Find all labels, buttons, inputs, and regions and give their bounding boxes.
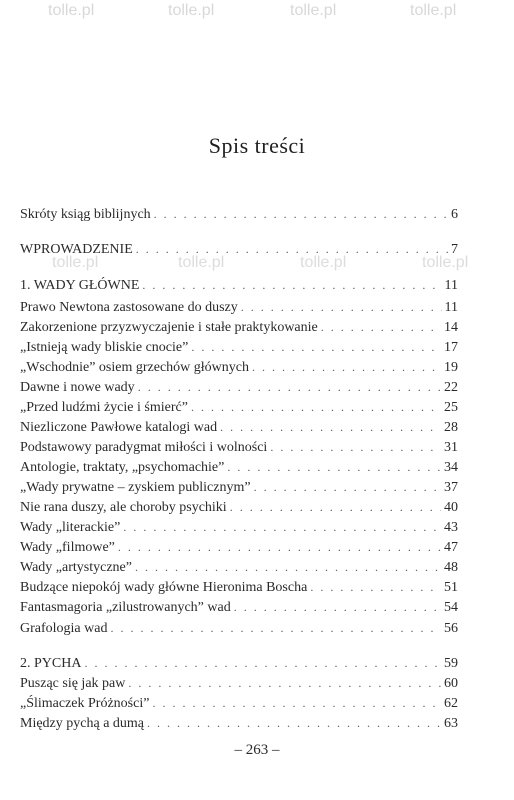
toc-entry-page: 28 — [444, 420, 458, 435]
toc-entry-title: „Przed ludźmi życie i śmierć” — [20, 400, 188, 415]
toc-entry-page: 34 — [444, 460, 458, 475]
toc-entry — [20, 318, 458, 336]
toc-leader — [321, 318, 441, 336]
toc-entry-title: „Ślimaczek Próżności” — [20, 696, 150, 711]
toc-entry-page: 54 — [444, 600, 458, 615]
toc-entry-page: 48 — [444, 560, 458, 575]
toc-entry — [20, 694, 458, 712]
toc-entry — [20, 338, 458, 356]
watermark-text: tolle.pl — [168, 2, 215, 19]
toc-entry-page: 59 — [444, 656, 458, 671]
toc-entry-title: WPROWADZENIE — [20, 242, 133, 257]
page-title: Spis treści — [208, 133, 306, 158]
toc-entry — [20, 418, 458, 436]
toc-leader — [227, 458, 441, 476]
watermark-text: tolle.pl — [178, 254, 225, 271]
toc-entry — [20, 518, 458, 536]
toc-entry-page: 6 — [451, 207, 458, 222]
toc-entry-page: 60 — [444, 676, 458, 691]
toc-leader — [191, 338, 441, 356]
watermark-text: tolle.pl — [410, 2, 457, 19]
watermark-text: tolle.pl — [48, 2, 95, 19]
toc-entry-page: 63 — [444, 716, 458, 731]
toc-entry-title: Nie rana duszy, ale choroby psychiki — [20, 500, 227, 515]
watermark-text: tolle.pl — [422, 254, 469, 271]
toc-entry-page: 31 — [444, 440, 458, 455]
toc-entry — [20, 398, 458, 416]
toc-leader — [147, 714, 441, 732]
toc-leader — [142, 276, 441, 294]
toc-entry-title: Wady „filmowe” — [20, 540, 115, 555]
toc-entry-page: 11 — [444, 300, 458, 315]
watermark-text: tolle.pl — [300, 254, 347, 271]
page-number: – 263 – — [234, 742, 280, 758]
toc-entry-title: Prawo Newtona zastosowane do duszy — [20, 300, 238, 315]
toc-entry-page: 7 — [451, 242, 458, 257]
toc-entry-title: 2. PYCHA — [20, 656, 82, 671]
toc-entry — [20, 558, 458, 576]
watermark-text: tolle.pl — [52, 254, 99, 271]
toc-entry-page: 43 — [444, 520, 458, 535]
toc-entry — [20, 654, 458, 672]
toc-entry-title: Skróty ksiąg biblijnych — [20, 207, 151, 222]
toc-entry — [20, 438, 458, 456]
toc-leader — [123, 518, 441, 536]
toc-leader — [310, 578, 441, 596]
toc-entry — [20, 674, 458, 692]
toc-entry — [20, 240, 458, 258]
toc-leader — [118, 538, 441, 556]
toc-entry-title: Zakorzenione przyzwyczajenie i stałe praktykowanie — [20, 320, 318, 335]
toc-leader — [136, 240, 448, 258]
toc-leader — [154, 205, 448, 223]
toc-entry — [20, 498, 458, 516]
toc-entry-page: 37 — [444, 480, 458, 495]
toc-leader — [241, 298, 442, 316]
toc-entry-title: Między pychą a dumą — [20, 716, 145, 731]
toc-entry-page: 56 — [444, 621, 458, 636]
toc-entry-title: Wady „literackie” — [20, 520, 121, 535]
toc-entry — [20, 205, 458, 223]
toc-entry-page: 11 — [444, 278, 458, 293]
toc-entry-title: Podstawowy paradygmat miłości i wolności — [20, 440, 268, 455]
toc-entry-title: Antologie, traktaty, „psychomachie” — [20, 460, 225, 475]
toc-entry-page: 47 — [444, 540, 458, 555]
toc-leader — [128, 674, 441, 692]
watermark-top — [0, 0, 514, 28]
toc-entry-title: „Wady prywatne – zyskiem publicznym” — [20, 480, 251, 495]
toc-leader — [110, 619, 441, 637]
watermark-text: tolle.pl — [290, 2, 337, 19]
toc-entry-title: Wady „artystyczne” — [20, 560, 132, 575]
toc-entry-title: „Wschodnie” osiem grzechów głównych — [20, 360, 249, 375]
toc-leader — [135, 558, 441, 576]
toc-entry-title: Pusząc się jak paw — [20, 676, 126, 691]
toc-leader — [252, 358, 441, 376]
toc-entry-page: 40 — [444, 500, 458, 515]
toc-leader — [230, 498, 441, 516]
toc-entry-title: Grafologia wad — [20, 621, 108, 636]
toc-entry-page: 19 — [444, 360, 458, 375]
toc-entry — [20, 478, 458, 496]
toc-entry — [20, 598, 458, 616]
toc-entry-page: 22 — [444, 380, 458, 395]
toc-entry-title: „Istnieją wady bliskie cnocie” — [20, 340, 189, 355]
toc-leader — [152, 694, 441, 712]
toc-entry — [20, 378, 458, 396]
toc-entry — [20, 358, 458, 376]
toc-entry — [20, 538, 458, 556]
toc-leader — [270, 438, 441, 456]
toc-entry — [20, 619, 458, 637]
toc-entry-title: Budzące niepokój wady główne Hieronima Boscha — [20, 580, 308, 595]
toc-entry-page: 25 — [444, 400, 458, 415]
toc-entry-title: Niezliczone Pawłowe katalogi wad — [20, 420, 218, 435]
toc-entry-page: 51 — [444, 580, 458, 595]
toc-leader — [191, 398, 441, 416]
toc-entry-page: 17 — [444, 340, 458, 355]
toc-entry-title: Fantasmagoria „zilustrowanych” wad — [20, 600, 231, 615]
toc-leader — [254, 478, 441, 496]
toc-entry-page: 14 — [444, 320, 458, 335]
toc-leader — [84, 654, 441, 672]
toc-entry-title: Dawne i nowe wady — [20, 380, 135, 395]
toc-entry — [20, 458, 458, 476]
toc-leader — [220, 418, 441, 436]
toc-leader — [138, 378, 441, 396]
toc-entry — [20, 298, 458, 316]
toc-entry — [20, 276, 458, 294]
toc-entry-page: 62 — [444, 696, 458, 711]
toc-leader — [234, 598, 441, 616]
toc-entry-title: 1. WADY GŁÓWNE — [20, 278, 140, 293]
toc-entry — [20, 578, 458, 596]
toc-entry — [20, 714, 458, 732]
